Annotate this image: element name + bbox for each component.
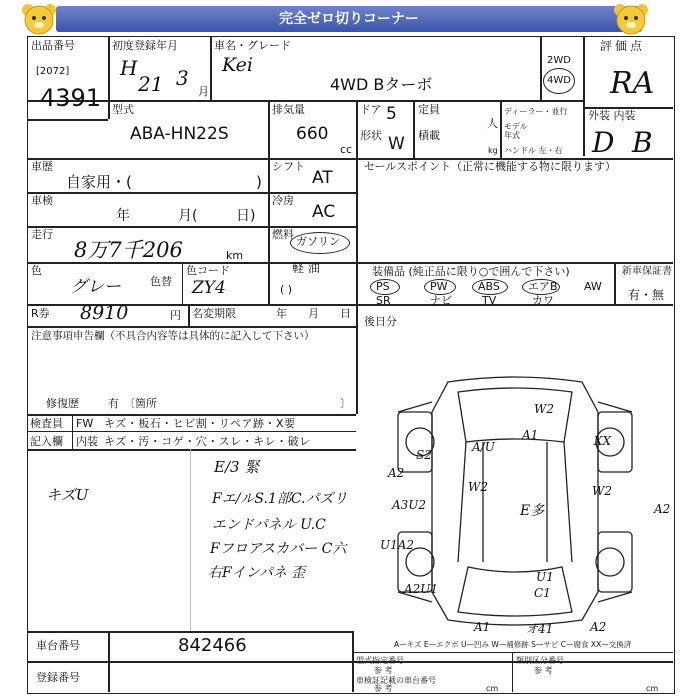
mark-e-many: E多	[520, 503, 545, 519]
e-note-3: エンドパネル U.C	[212, 517, 326, 533]
model-value: ABA-HN22S	[130, 124, 229, 144]
mark-o41: オ41	[526, 622, 554, 636]
chassis-label: 車台番号	[36, 639, 80, 652]
repair-value: 有	[108, 397, 119, 410]
mileage-value: 8万7千206	[74, 238, 183, 262]
after-fit-label: 後日分	[364, 315, 397, 328]
mark-a2-right: A2	[654, 502, 671, 516]
mark-w2-right: W2	[592, 484, 612, 498]
lot-number: 4391	[40, 84, 102, 112]
rating-score: RA	[610, 66, 655, 101]
recycle-unit: 円	[170, 309, 181, 322]
header-title: 完全ゼロ切りコーナー	[279, 11, 419, 27]
rating-interior: B	[632, 126, 653, 159]
doors-value: 5	[386, 104, 397, 124]
interior-label: 内装	[76, 435, 98, 448]
registration-label: 登録番号	[36, 671, 80, 684]
handle-label: ハンドル 左・右	[504, 146, 563, 155]
e-note-5: 右Fインパネ 歪	[208, 565, 306, 581]
e-note-1: E/3 緊	[214, 458, 260, 476]
class-label: 類別区分番号	[516, 656, 564, 665]
shift-value: AT	[312, 168, 333, 188]
mileage-label: 走行	[31, 228, 53, 241]
bear-mascot-icon	[610, 2, 652, 38]
drive-4wd: 4WD	[547, 75, 571, 86]
serial-ref: 参 考	[374, 684, 393, 693]
lot-sub-number: [2072]	[36, 66, 70, 77]
checker-fw: FW	[76, 417, 94, 430]
car-name: Kei	[222, 54, 254, 76]
displacement-unit: cc	[340, 143, 353, 156]
aircon-label: 冷房	[272, 194, 294, 207]
load-label: 積載	[418, 129, 440, 142]
rating-ext-int-label: 外装 内装	[588, 109, 636, 122]
equipment-ps: PS	[376, 280, 390, 293]
bear-mascot-icon	[18, 2, 60, 38]
shape-value: W	[388, 134, 405, 154]
fuel-label: 燃料	[272, 228, 294, 241]
rating-label: 評価点	[600, 39, 646, 53]
history-close: )	[256, 173, 262, 191]
load-unit: kg	[488, 146, 498, 155]
car-damage-diagram	[358, 372, 672, 636]
equipment-aw: AW	[584, 280, 602, 293]
model-year-label: モデル年式	[504, 122, 528, 140]
header-bar	[56, 6, 642, 32]
mark-a2u1: A2U1	[404, 582, 439, 596]
repair-place: 〔箇所	[124, 397, 157, 410]
chassis-value: 842466	[178, 635, 247, 656]
cm-unit-1: cm	[486, 684, 499, 693]
mark-s2: S2	[416, 448, 432, 462]
color-value: グレー	[70, 277, 121, 297]
repair-label: 修復歴	[46, 397, 79, 410]
mark-a2-left: A2	[388, 466, 405, 480]
recycle-value: 8910	[80, 302, 129, 324]
fuel-paren: ( )	[280, 283, 293, 296]
serial-label: 車検証記載の車台番号	[356, 676, 436, 685]
history-value: 自家用・(	[66, 173, 132, 191]
inspection-year: 年	[116, 208, 130, 224]
mark-w2-left: W2	[468, 480, 488, 494]
legend-text: A—キズ E—エクボ U—凹み W—補修跡 S—サビ C—腐食 XX—交換済	[394, 640, 632, 649]
repair-close: 〕	[340, 397, 351, 410]
mark-a3u2: A3U2	[392, 498, 427, 512]
equipment-leather: カワ	[532, 294, 554, 307]
equipment-abs: ABS	[478, 280, 500, 293]
mark-xx: XX	[594, 434, 612, 448]
inspection-label: 車検	[31, 194, 53, 207]
new-warranty-label: 新車保証書	[622, 266, 672, 277]
checker-label: 検査員	[30, 417, 63, 430]
left-handwritten-note: キズU	[46, 486, 89, 504]
first-reg-month-unit: 月	[198, 85, 209, 98]
shape-label: 形状	[360, 129, 382, 142]
color-code: ZY4	[192, 278, 226, 298]
capacity-label: 定員	[418, 103, 440, 116]
equipment-navi: ナビ	[430, 294, 452, 307]
mark-au: A/U	[472, 440, 495, 454]
equipment-grid	[362, 279, 612, 305]
recycle-label: R券	[31, 307, 50, 320]
mark-u1a2: U1A2	[380, 538, 415, 552]
model-label: 型式	[112, 103, 134, 116]
mark-a1-bottom: A1	[474, 620, 491, 634]
capacity-unit: 人	[487, 117, 498, 130]
color-label: 色	[31, 264, 42, 277]
sales-point-label: セールスポイント（正常に機能する物に限ります）	[364, 160, 617, 173]
fuel-gasoline: ガソリン	[296, 235, 340, 248]
equipment-airbag: エアB	[528, 280, 558, 293]
rating-exterior: D	[592, 126, 615, 159]
name-change-label: 名変期限	[192, 307, 236, 320]
new-warranty-value: 有・無	[628, 288, 665, 302]
type-cert-ref: 参 考	[374, 666, 393, 675]
cm-unit-2: cm	[646, 684, 659, 693]
mark-w2-roof: W2	[534, 402, 554, 416]
color-code-label: 色コード	[186, 264, 230, 277]
shift-label: シフト	[272, 160, 305, 173]
e-note-2: Fエ/ルS.1部C.パズリ	[212, 491, 348, 507]
e-note-4: Fフロアスカバー C六	[210, 541, 347, 557]
car-name-label: 車名・グレード	[214, 39, 291, 52]
aircon-value: AC	[312, 202, 336, 222]
type-cert-label: 型式指定番号	[356, 656, 404, 665]
car-grade: 4WD Bターボ	[330, 75, 433, 94]
first-reg-label: 初度登録年月	[112, 39, 178, 52]
notes-label: 注意事項申告欄（不具合内容等は具体的に記入して下さい）	[31, 330, 315, 342]
mileage-unit: km	[226, 249, 244, 262]
displacement-label: 排気量	[272, 103, 305, 116]
first-reg-month: 3	[176, 66, 189, 90]
interior-items: キズ・汚・コゲ・穴・スレ・キレ・破レ	[104, 435, 311, 448]
name-change-year: 年	[276, 307, 287, 320]
history-label: 車歴	[31, 160, 53, 173]
name-change-month: 月	[308, 307, 319, 320]
mark-a1-top: A1	[522, 428, 539, 442]
color-change-label: 色替	[150, 275, 172, 288]
first-reg-era: H	[120, 56, 138, 80]
dealer-label: ディーラー・並行	[504, 107, 568, 116]
equipment-label: 装備品 (純正品に限り○で囲んで下さい)	[372, 265, 570, 278]
equipment-sr: SR	[376, 294, 391, 307]
mark-a2-bottom: A2	[590, 620, 607, 634]
inspection-day: 日)	[236, 208, 256, 224]
writer-label: 記入欄	[30, 435, 63, 448]
fuel-diesel: 軽 油	[292, 261, 320, 275]
name-change-day: 日	[340, 307, 351, 320]
inspection-month: 月(	[178, 208, 198, 224]
lot-label: 出品番号	[31, 39, 75, 52]
first-reg-year: 21	[138, 72, 164, 96]
checker-fw-items: キズ・板石・ヒビ割・リペア跡・X要	[104, 417, 296, 430]
doors-label: ドア	[360, 103, 382, 116]
mark-c1: C1	[534, 586, 551, 600]
equipment-pw: PW	[430, 280, 448, 293]
mark-u1: U1	[536, 570, 554, 584]
displacement-value: 660	[296, 124, 329, 144]
drive-2wd: 2WD	[547, 55, 571, 66]
class-ref: 参 考	[534, 666, 553, 675]
equipment-tv: TV	[482, 294, 497, 307]
